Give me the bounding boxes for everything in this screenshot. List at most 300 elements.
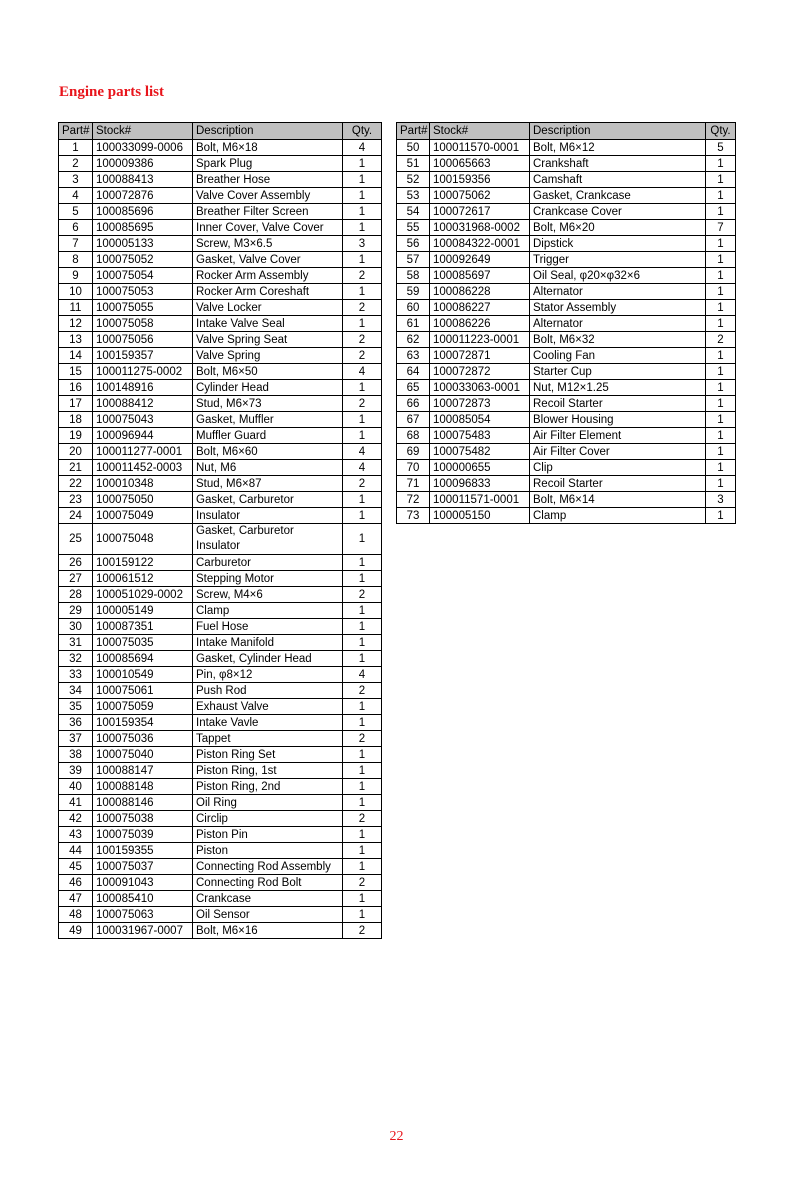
cell-stock: 100159357	[93, 348, 193, 364]
cell-stock: 100086227	[430, 300, 530, 316]
cell-qty: 4	[343, 460, 382, 476]
cell-qty: 4	[343, 140, 382, 156]
cell-part: 24	[59, 508, 93, 524]
table-row	[59, 380, 382, 396]
cell-part: 17	[59, 396, 93, 412]
cell-description: Air Filter Element	[530, 428, 706, 444]
cell-part: 13	[59, 332, 93, 348]
cell-qty: 1	[343, 428, 382, 444]
table-row	[59, 524, 382, 555]
cell-description: Spark Plug	[193, 156, 343, 172]
cell-description: Piston Pin	[193, 827, 343, 843]
parts-table-right-body	[397, 140, 736, 524]
cell-part: 33	[59, 667, 93, 683]
cell-stock: 100011571-0001	[430, 492, 530, 508]
table-row	[59, 811, 382, 827]
cell-part: 14	[59, 348, 93, 364]
cell-description: Bolt, M6×14	[530, 492, 706, 508]
cell-description: Stepping Motor	[193, 571, 343, 587]
cell-part: 32	[59, 651, 93, 667]
cell-qty: 1	[706, 300, 736, 316]
table-row	[397, 300, 736, 316]
cell-description: Screw, M3×6.5	[193, 236, 343, 252]
cell-qty: 1	[343, 763, 382, 779]
cell-stock: 100088413	[93, 172, 193, 188]
cell-description: Intake Vavle	[193, 715, 343, 731]
cell-stock: 100072876	[93, 188, 193, 204]
cell-part: 35	[59, 699, 93, 715]
cell-stock: 100075038	[93, 811, 193, 827]
cell-description: Alternator	[530, 316, 706, 332]
cell-part: 20	[59, 444, 93, 460]
cell-qty: 1	[706, 380, 736, 396]
cell-part: 19	[59, 428, 93, 444]
table-row	[59, 268, 382, 284]
cell-stock: 100011223-0001	[430, 332, 530, 348]
table-row	[59, 316, 382, 332]
cell-part: 28	[59, 587, 93, 603]
cell-part: 31	[59, 635, 93, 651]
cell-description: Clip	[530, 460, 706, 476]
cell-stock: 100051029-0002	[93, 587, 193, 603]
cell-description: Bolt, M6×60	[193, 444, 343, 460]
cell-qty: 1	[343, 747, 382, 763]
table-header-row	[397, 123, 736, 140]
cell-description: Crankshaft	[530, 156, 706, 172]
table-row	[59, 843, 382, 859]
table-row	[397, 492, 736, 508]
cell-qty: 4	[343, 444, 382, 460]
table-row	[59, 587, 382, 603]
cell-qty: 1	[343, 284, 382, 300]
table-row	[59, 156, 382, 172]
cell-stock: 100075036	[93, 731, 193, 747]
cell-description: Exhaust Valve	[193, 699, 343, 715]
cell-qty: 2	[343, 396, 382, 412]
cell-qty: 2	[343, 300, 382, 316]
cell-description: Oil Sensor	[193, 907, 343, 923]
cell-qty: 4	[343, 364, 382, 380]
table-row	[59, 779, 382, 795]
table-row	[397, 140, 736, 156]
cell-qty: 2	[343, 923, 382, 939]
cell-stock: 100061512	[93, 571, 193, 587]
cell-description: Screw, M4×6	[193, 587, 343, 603]
cell-description: Nut, M12×1.25	[530, 380, 706, 396]
cell-qty: 1	[343, 156, 382, 172]
header-stock: Stock#	[93, 123, 193, 140]
cell-description: Breather Hose	[193, 172, 343, 188]
table-row	[59, 875, 382, 891]
cell-stock: 100159354	[93, 715, 193, 731]
cell-part: 65	[397, 380, 430, 396]
cell-part: 9	[59, 268, 93, 284]
cell-stock: 100011275-0002	[93, 364, 193, 380]
cell-part: 61	[397, 316, 430, 332]
cell-description: Push Rod	[193, 683, 343, 699]
cell-stock: 100010549	[93, 667, 193, 683]
cell-part: 27	[59, 571, 93, 587]
cell-qty: 1	[343, 859, 382, 875]
cell-qty: 1	[343, 204, 382, 220]
cell-stock: 100072873	[430, 396, 530, 412]
cell-description: Stator Assembly	[530, 300, 706, 316]
table-row	[397, 236, 736, 252]
table-row	[59, 348, 382, 364]
table-row	[397, 204, 736, 220]
cell-stock: 100072617	[430, 204, 530, 220]
header-description: Description	[193, 123, 343, 140]
table-row	[59, 619, 382, 635]
cell-part: 54	[397, 204, 430, 220]
cell-qty: 1	[343, 252, 382, 268]
cell-stock: 100091043	[93, 875, 193, 891]
cell-qty: 3	[706, 492, 736, 508]
table-row	[59, 476, 382, 492]
cell-qty: 1	[343, 188, 382, 204]
cell-stock: 100075054	[93, 268, 193, 284]
table-row	[59, 715, 382, 731]
cell-part: 62	[397, 332, 430, 348]
cell-qty: 1	[706, 284, 736, 300]
cell-description: Gasket, Crankcase	[530, 188, 706, 204]
cell-stock: 100085697	[430, 268, 530, 284]
cell-part: 49	[59, 923, 93, 939]
cell-description: Nut, M6	[193, 460, 343, 476]
cell-stock: 100088412	[93, 396, 193, 412]
table-row	[59, 731, 382, 747]
cell-qty: 1	[706, 316, 736, 332]
cell-qty: 1	[343, 635, 382, 651]
table-row	[59, 332, 382, 348]
cell-part: 10	[59, 284, 93, 300]
cell-stock: 100072872	[430, 364, 530, 380]
cell-qty: 1	[343, 651, 382, 667]
cell-stock: 100075037	[93, 859, 193, 875]
cell-description: Alternator	[530, 284, 706, 300]
table-row	[59, 252, 382, 268]
cell-part: 3	[59, 172, 93, 188]
cell-qty: 1	[343, 524, 382, 555]
cell-qty: 1	[343, 827, 382, 843]
table-row	[59, 635, 382, 651]
cell-qty: 1	[343, 316, 382, 332]
cell-qty: 1	[706, 348, 736, 364]
cell-stock: 100072871	[430, 348, 530, 364]
cell-part: 11	[59, 300, 93, 316]
cell-description: Starter Cup	[530, 364, 706, 380]
cell-description: Piston	[193, 843, 343, 859]
cell-description: Valve Spring	[193, 348, 343, 364]
table-row	[59, 364, 382, 380]
header-qty: Qty.	[706, 123, 736, 140]
table-row	[59, 204, 382, 220]
cell-part: 36	[59, 715, 93, 731]
cell-qty: 1	[343, 619, 382, 635]
table-row	[397, 412, 736, 428]
cell-stock: 100075055	[93, 300, 193, 316]
cell-qty: 1	[706, 396, 736, 412]
cell-stock: 100075056	[93, 332, 193, 348]
table-row	[59, 907, 382, 923]
page-title: Engine parts list	[59, 84, 165, 100]
cell-part: 64	[397, 364, 430, 380]
cell-stock: 100159355	[93, 843, 193, 859]
cell-part: 43	[59, 827, 93, 843]
cell-description: Recoil Starter	[530, 476, 706, 492]
table-row	[397, 476, 736, 492]
cell-description: Bolt, M6×50	[193, 364, 343, 380]
cell-description: Intake Valve Seal	[193, 316, 343, 332]
cell-part: 39	[59, 763, 93, 779]
table-row	[397, 444, 736, 460]
cell-description: Rocker Arm Assembly	[193, 268, 343, 284]
table-row	[397, 156, 736, 172]
table-header-row	[59, 123, 382, 140]
cell-description: Clamp	[193, 603, 343, 619]
table-row	[397, 460, 736, 476]
cell-part: 12	[59, 316, 93, 332]
table-row	[397, 428, 736, 444]
cell-part: 41	[59, 795, 93, 811]
cell-part: 50	[397, 140, 430, 156]
cell-description: Pin, φ8×12	[193, 667, 343, 683]
header-stock: Stock#	[430, 123, 530, 140]
cell-part: 23	[59, 492, 93, 508]
table-row	[397, 332, 736, 348]
table-row	[397, 284, 736, 300]
cell-qty: 5	[706, 140, 736, 156]
cell-stock: 100009386	[93, 156, 193, 172]
cell-stock: 100092649	[430, 252, 530, 268]
table-row	[59, 140, 382, 156]
table-row	[59, 555, 382, 571]
table-row	[397, 172, 736, 188]
cell-part: 37	[59, 731, 93, 747]
cell-qty: 1	[343, 795, 382, 811]
cell-description: Piston Ring, 1st	[193, 763, 343, 779]
cell-part: 42	[59, 811, 93, 827]
table-row	[59, 747, 382, 763]
cell-description: Piston Ring, 2nd	[193, 779, 343, 795]
cell-description: Dipstick	[530, 236, 706, 252]
cell-description: Bolt, M6×32	[530, 332, 706, 348]
cell-qty: 1	[706, 172, 736, 188]
cell-qty: 2	[343, 875, 382, 891]
table-row	[59, 859, 382, 875]
cell-description: Stud, M6×87	[193, 476, 343, 492]
cell-description: Gasket, Carburetor	[193, 492, 343, 508]
cell-stock: 100085410	[93, 891, 193, 907]
cell-stock: 100075482	[430, 444, 530, 460]
cell-description: Breather Filter Screen	[193, 204, 343, 220]
cell-description: Carburetor	[193, 555, 343, 571]
table-row	[59, 220, 382, 236]
table-row	[397, 220, 736, 236]
table-row	[59, 492, 382, 508]
table-row	[59, 699, 382, 715]
cell-stock: 100065663	[430, 156, 530, 172]
cell-stock: 100075059	[93, 699, 193, 715]
cell-stock: 100086226	[430, 316, 530, 332]
table-row	[59, 571, 382, 587]
cell-part: 51	[397, 156, 430, 172]
cell-description: Insulator	[193, 508, 343, 524]
cell-description: Gasket, Carburetor Insulator	[193, 524, 343, 555]
cell-qty: 2	[343, 348, 382, 364]
cell-stock: 100096833	[430, 476, 530, 492]
cell-qty: 1	[343, 699, 382, 715]
cell-stock: 100075053	[93, 284, 193, 300]
cell-qty: 1	[706, 156, 736, 172]
cell-description: Fuel Hose	[193, 619, 343, 635]
cell-stock: 100148916	[93, 380, 193, 396]
cell-description: Tappet	[193, 731, 343, 747]
cell-qty: 1	[706, 428, 736, 444]
cell-part: 48	[59, 907, 93, 923]
cell-stock: 100088148	[93, 779, 193, 795]
cell-part: 4	[59, 188, 93, 204]
cell-description: Cylinder Head	[193, 380, 343, 396]
cell-qty: 1	[706, 508, 736, 524]
cell-stock: 100075483	[430, 428, 530, 444]
header-part: Part#	[397, 123, 430, 140]
cell-stock: 100075040	[93, 747, 193, 763]
cell-qty: 1	[343, 603, 382, 619]
table-row	[59, 284, 382, 300]
cell-stock: 100005150	[430, 508, 530, 524]
table-row	[59, 891, 382, 907]
cell-qty: 4	[343, 667, 382, 683]
table-row	[397, 188, 736, 204]
cell-part: 1	[59, 140, 93, 156]
cell-qty: 2	[343, 811, 382, 827]
header-part: Part#	[59, 123, 93, 140]
cell-qty: 1	[343, 907, 382, 923]
cell-part: 29	[59, 603, 93, 619]
cell-stock: 100085694	[93, 651, 193, 667]
cell-stock: 100075050	[93, 492, 193, 508]
cell-description: Valve Locker	[193, 300, 343, 316]
cell-qty: 1	[706, 204, 736, 220]
table-row	[397, 380, 736, 396]
cell-part: 57	[397, 252, 430, 268]
cell-qty: 1	[706, 364, 736, 380]
cell-stock: 100011570-0001	[430, 140, 530, 156]
parts-table-right	[396, 122, 736, 524]
cell-stock: 100033099-0006	[93, 140, 193, 156]
cell-part: 63	[397, 348, 430, 364]
cell-part: 69	[397, 444, 430, 460]
table-row	[397, 364, 736, 380]
cell-stock: 100075039	[93, 827, 193, 843]
cell-part: 56	[397, 236, 430, 252]
cell-qty: 1	[343, 779, 382, 795]
cell-part: 52	[397, 172, 430, 188]
cell-description: Air Filter Cover	[530, 444, 706, 460]
cell-stock: 100011452-0003	[93, 460, 193, 476]
cell-qty: 2	[706, 332, 736, 348]
table-row	[397, 252, 736, 268]
cell-part: 45	[59, 859, 93, 875]
cell-description: Gasket, Cylinder Head	[193, 651, 343, 667]
cell-qty: 2	[343, 683, 382, 699]
cell-part: 34	[59, 683, 93, 699]
cell-part: 46	[59, 875, 93, 891]
cell-qty: 1	[706, 268, 736, 284]
cell-description: Valve Cover Assembly	[193, 188, 343, 204]
cell-stock: 100005149	[93, 603, 193, 619]
cell-part: 67	[397, 412, 430, 428]
cell-description: Bolt, M6×18	[193, 140, 343, 156]
cell-qty: 7	[706, 220, 736, 236]
cell-part: 71	[397, 476, 430, 492]
parts-table-left	[58, 122, 382, 939]
cell-stock: 100010348	[93, 476, 193, 492]
cell-qty: 1	[343, 571, 382, 587]
table-row	[59, 396, 382, 412]
cell-description: Crankcase Cover	[530, 204, 706, 220]
header-qty: Qty.	[343, 123, 382, 140]
cell-description: Stud, M6×73	[193, 396, 343, 412]
cell-qty: 3	[343, 236, 382, 252]
cell-stock: 100031967-0007	[93, 923, 193, 939]
cell-qty: 1	[706, 252, 736, 268]
cell-part: 59	[397, 284, 430, 300]
cell-description: Oil Seal, φ20×φ32×6	[530, 268, 706, 284]
cell-part: 15	[59, 364, 93, 380]
cell-qty: 1	[343, 380, 382, 396]
cell-qty: 1	[343, 492, 382, 508]
cell-description: Bolt, M6×12	[530, 140, 706, 156]
cell-description: Trigger	[530, 252, 706, 268]
parts-table-left-body	[59, 140, 382, 939]
cell-qty: 1	[706, 444, 736, 460]
cell-part: 18	[59, 412, 93, 428]
cell-part: 55	[397, 220, 430, 236]
cell-part: 26	[59, 555, 93, 571]
cell-description: Intake Manifold	[193, 635, 343, 651]
cell-stock: 100075061	[93, 683, 193, 699]
cell-part: 53	[397, 188, 430, 204]
table-row	[59, 444, 382, 460]
cell-part: 66	[397, 396, 430, 412]
table-row	[397, 316, 736, 332]
cell-part: 7	[59, 236, 93, 252]
cell-qty: 2	[343, 476, 382, 492]
table-row	[59, 188, 382, 204]
cell-stock: 100085696	[93, 204, 193, 220]
cell-stock: 100075049	[93, 508, 193, 524]
cell-description: Camshaft	[530, 172, 706, 188]
cell-stock: 100159356	[430, 172, 530, 188]
cell-stock: 100075035	[93, 635, 193, 651]
cell-part: 25	[59, 524, 93, 555]
cell-stock: 100075062	[430, 188, 530, 204]
table-row	[397, 268, 736, 284]
table-row	[397, 348, 736, 364]
cell-stock: 100088147	[93, 763, 193, 779]
cell-description: Crankcase	[193, 891, 343, 907]
cell-description: Connecting Rod Bolt	[193, 875, 343, 891]
cell-part: 44	[59, 843, 93, 859]
table-row	[397, 396, 736, 412]
cell-stock: 100033063-0001	[430, 380, 530, 396]
cell-part: 22	[59, 476, 93, 492]
cell-stock: 100087351	[93, 619, 193, 635]
cell-description: Oil Ring	[193, 795, 343, 811]
cell-description: Muffler Guard	[193, 428, 343, 444]
